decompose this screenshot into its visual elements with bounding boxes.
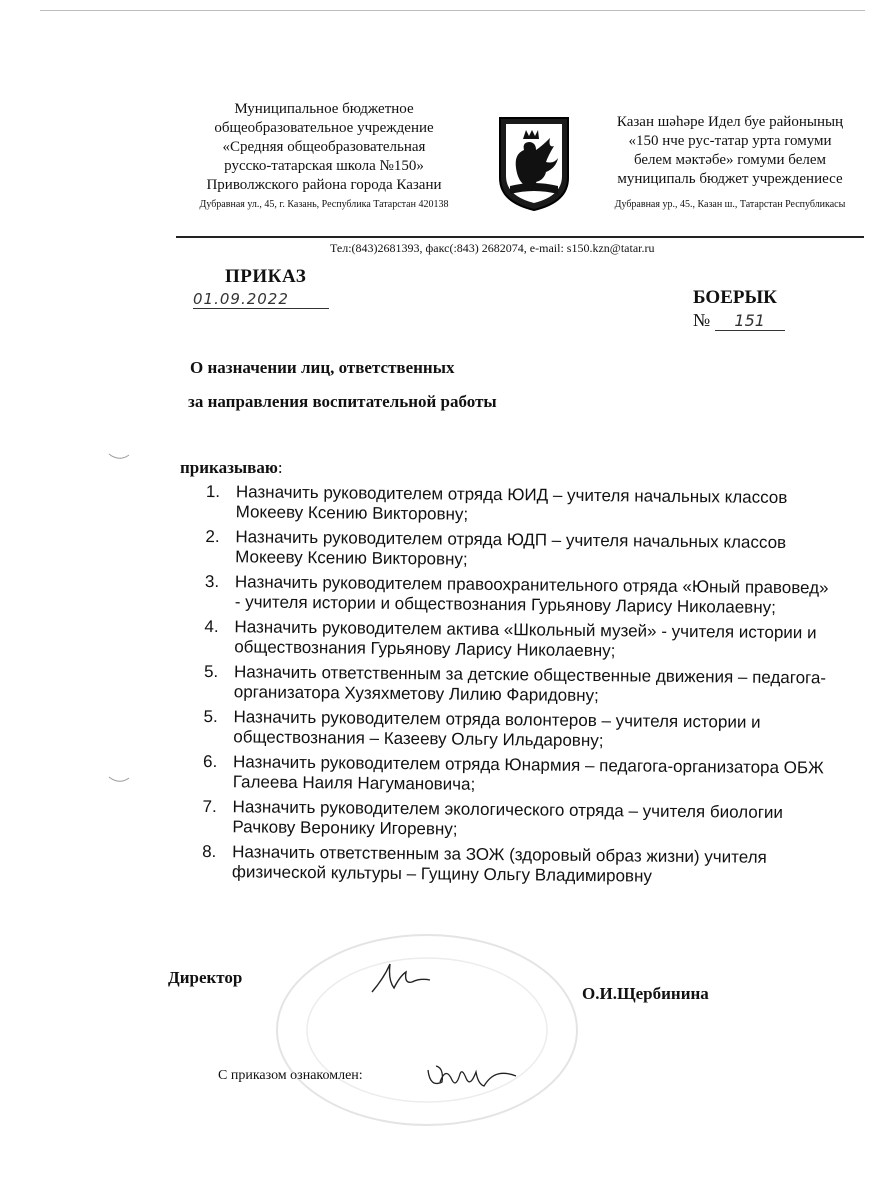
item-number: 7. bbox=[202, 796, 217, 817]
punch-mark-icon bbox=[108, 452, 130, 462]
subject-line: О назначении лиц, ответственных bbox=[190, 358, 455, 377]
order-date: 01.09.2022 bbox=[193, 290, 329, 309]
item-text: Назначить руководителем отряда ЮИД – учителя начальных классов Мокееву Ксению Викторовну; bbox=[235, 482, 788, 524]
item-number: 8. bbox=[202, 841, 217, 862]
item-number: 4. bbox=[204, 616, 219, 637]
acknowledgement-signature-icon bbox=[420, 1058, 520, 1098]
scan-edge-line bbox=[40, 10, 865, 11]
list-item bbox=[204, 571, 839, 619]
org-line: Приволжского района города Казани bbox=[206, 177, 442, 193]
org-line: Муниципальное бюджетное bbox=[234, 101, 414, 117]
order-number: 151 bbox=[715, 311, 785, 331]
number-sign: № bbox=[693, 310, 711, 330]
item-text: Назначить ответственным за детские общественные движения – педагога-организатора Хузяхметову Лилию Фаридовну; bbox=[233, 662, 827, 706]
item-text: Назначить руководителем отряда ЮДП – учителя начальных классов Мокееву Ксению Викторовну; bbox=[235, 527, 787, 569]
item-number: 3. bbox=[204, 571, 220, 592]
director-name: О.И.Щербинина bbox=[582, 984, 709, 1003]
list-item bbox=[203, 706, 837, 754]
org-address-right: Дубравная ур., 45., Казан ш., Татарстан Республикасы bbox=[614, 199, 846, 210]
item-number: 5. bbox=[203, 706, 218, 727]
director-signature-icon bbox=[366, 958, 436, 1000]
list-item bbox=[204, 616, 838, 664]
list-item bbox=[202, 841, 836, 889]
item-text: Назначить руководителем отряда Юнармия – педагога-организатора ОБЖ Галеева Наиля Нагумановича; bbox=[232, 752, 824, 794]
order-title-tt: БОЕРЫК bbox=[693, 287, 777, 308]
item-text: Назначить руководителем отряда волонтеров – учителя истории и обществознания – Казееву Ольгу Ильдаровну; bbox=[233, 707, 761, 751]
header-right-org bbox=[594, 113, 866, 212]
org-line: общеобразовательное учреждение bbox=[214, 120, 434, 136]
list-item bbox=[205, 526, 839, 574]
item-number: 6. bbox=[202, 751, 218, 772]
org-address-left: Дубравная ул., 45, г. Казань, Республика Татарстан 420138 bbox=[199, 199, 449, 210]
item-number: 1. bbox=[205, 481, 221, 502]
order-verb-text: приказываю bbox=[180, 458, 278, 477]
order-number-row bbox=[693, 310, 785, 331]
org-line: Казан шәһәре Идел буе районының bbox=[616, 114, 844, 130]
contacts-line: Тел:(843)2681393, факс(:843) 2682074, e-mail: s150.kzn@tatar.ru bbox=[330, 241, 655, 255]
org-line: русско-татарская школа №150» bbox=[224, 158, 424, 174]
list-item bbox=[202, 751, 837, 799]
punch-mark-icon bbox=[108, 775, 130, 785]
item-text: Назначить руководителем актива «Школьный музей» - учителя истории и обществознания Гурьянову Ларису Николаевну; bbox=[234, 617, 817, 661]
org-line: «150 нче рус-татар урта гомуми bbox=[628, 133, 832, 149]
order-verb bbox=[180, 458, 283, 478]
item-text: Назначить руководителем правоохранительного отряда «Юный правовед» - учителя истории и обществознания Гурьянову Ларису Николаевну; bbox=[234, 572, 829, 617]
item-number: 2. bbox=[205, 526, 220, 547]
faint-stamp-icon bbox=[262, 925, 592, 1135]
item-number: 5. bbox=[203, 661, 219, 682]
order-title-ru: ПРИКАЗ bbox=[225, 266, 307, 287]
acknowledged-label: С приказом ознакомлен: bbox=[218, 1068, 363, 1083]
director-label: Директор bbox=[168, 968, 243, 987]
order-verb-colon: : bbox=[277, 458, 283, 477]
list-item bbox=[203, 661, 838, 709]
org-line: муниципаль бюджет учреждениесе bbox=[617, 171, 843, 187]
order-items-list bbox=[202, 481, 840, 894]
kazan-coat-of-arms-icon bbox=[496, 116, 572, 212]
item-text: Назначить руководителем экологического отряда – учителя биологии Рачкову Веронику Игоревну; bbox=[232, 797, 784, 839]
header-left-org bbox=[176, 100, 472, 212]
list-item bbox=[202, 796, 836, 844]
list-item bbox=[205, 481, 840, 529]
item-text: Назначить ответственным за ЗОЖ (здоровый образ жизни) учителя физической культуры – Гущину Ольгу Владимировну bbox=[231, 842, 767, 886]
org-line: «Средняя общеобразовательная bbox=[222, 139, 426, 155]
header-divider bbox=[176, 236, 864, 238]
org-line: белем мәктәбе» гомуми белем bbox=[633, 152, 827, 168]
subject-line: за направления воспитательной работы bbox=[188, 392, 497, 411]
